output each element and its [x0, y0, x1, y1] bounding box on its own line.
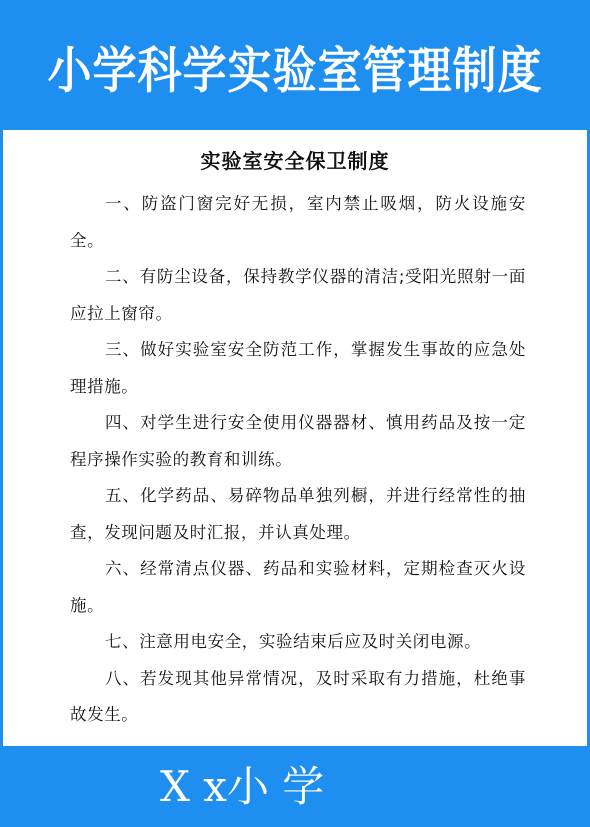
header-banner [0, 0, 590, 130]
footer-banner [0, 746, 590, 827]
rule-item: 四、对学生进行安全使用仪器器材、慎用药品及按一定程序操作实验的教育和训练。 [70, 413, 526, 469]
page-title: 小学科学实验室管理制度 [47, 42, 543, 100]
school-name: X x小 学 [160, 762, 325, 811]
rule-item: 五、化学药品、易碎物品单独列橱，并进行经常性的抽查，发现问题及时汇报，并认真处理。 [70, 486, 526, 542]
rule-item: 一、防盗门窗完好无损，室内禁止吸烟，防火设施安全。 [70, 194, 526, 250]
section-title: 实验室安全保卫制度 [200, 149, 390, 173]
rule-item: 六、经常清点仪器、药品和实验材料，定期检查灭火设施。 [70, 559, 526, 615]
rule-item: 三、做好实验室安全防范工作，掌握发生事故的应急处理措施。 [70, 340, 526, 396]
rule-item: 八、若发现其他异常情况，及时采取有力措施，杜绝事故发生。 [70, 668, 526, 724]
rules-list [70, 186, 526, 734]
rule-item: 二、有防尘设备，保持教学仪器的清洁;受阳光照射一面应拉上窗帘。 [70, 267, 526, 323]
content-area [0, 130, 590, 746]
rule-item: 七、注意用电安全，实验结束后应及时关闭电源。 [105, 632, 482, 651]
